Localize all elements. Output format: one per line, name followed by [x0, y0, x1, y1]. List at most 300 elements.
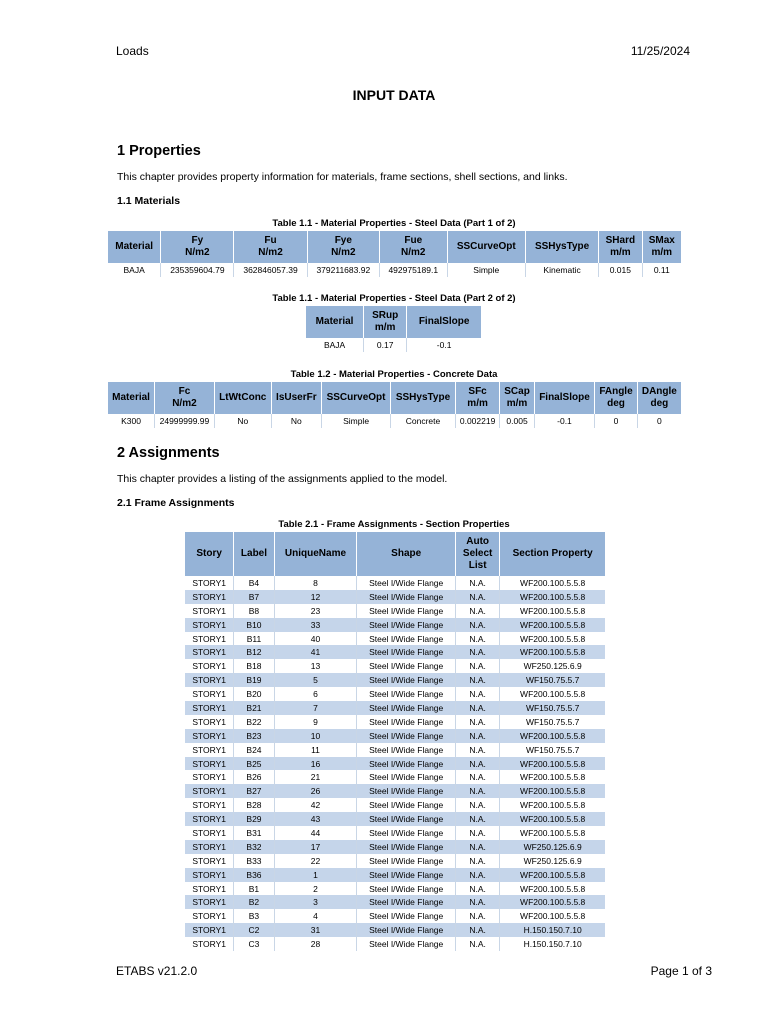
document-title: INPUT DATA [352, 87, 436, 103]
table-cell: 43 [274, 812, 357, 826]
table-cell: Steel I/Wide Flange [357, 840, 456, 854]
table-cell: BAJA [306, 338, 364, 352]
table-cell: WF200.100.5.5.8 [520, 577, 586, 588]
column-header-label: IsUserFr [276, 392, 317, 403]
table-cell: 31 [274, 923, 357, 937]
table-cell: Steel I/Wide Flange [357, 729, 456, 743]
table-cell: N.A. [456, 673, 500, 687]
column-header-label: Fu [264, 235, 277, 246]
table-cell: Steel I/Wide Flange [357, 882, 456, 896]
table-cell: 44 [274, 826, 357, 840]
table-cell: N.A. [456, 757, 500, 771]
footer-software-version: ETABS v21.2.0 [116, 964, 198, 978]
table-row [185, 770, 605, 784]
table-cell: Steel I/Wide Flange [357, 784, 456, 798]
table-cell: WF200.100.5.5.8 [520, 689, 586, 700]
table-cell: B33 [234, 854, 274, 868]
table-cell: B19 [234, 673, 274, 687]
table-cell: Steel I/Wide Flange [357, 673, 456, 687]
table-cell: N.A. [456, 937, 500, 951]
column-header [500, 382, 534, 414]
table-cell: WF250.125.6.9 [523, 661, 582, 672]
table-cell: WF200.100.5.5.8 [520, 772, 586, 783]
table-row [185, 590, 605, 604]
table-cell: STORY1 [185, 812, 234, 826]
table-row [185, 937, 605, 951]
column-header-label: UniqueName [284, 548, 347, 559]
table-cell: BAJA [108, 263, 161, 277]
column-header [185, 532, 234, 576]
column-header-unit: Select [462, 548, 493, 559]
column-header-label: Fc [178, 386, 191, 397]
table-cell: 4 [274, 909, 357, 923]
table-1-2-caption: Table 1.2 - Material Properties - Concrete Data [290, 369, 498, 380]
table-cell: 23 [274, 604, 357, 618]
table-cell: STORY1 [185, 937, 234, 951]
table-cell: 5 [274, 673, 357, 687]
table-cell: STORY1 [185, 895, 234, 909]
table-cell: B28 [234, 798, 274, 812]
column-header [456, 532, 500, 576]
column-header-label: SSCurveOpt [456, 241, 516, 252]
table-cell: B18 [234, 659, 274, 673]
table-cell: 235359604.79 [161, 263, 234, 277]
column-header-label: SSCurveOpt [326, 392, 386, 403]
table-cell: B24 [234, 743, 274, 757]
table-cell: 0.015 [599, 263, 642, 277]
table-cell: WF200.100.5.5.8 [520, 883, 586, 894]
table-cell: STORY1 [185, 618, 234, 632]
column-header [271, 382, 321, 414]
table-cell: B23 [234, 729, 274, 743]
column-header-unit: N/m2 [401, 247, 426, 258]
table-cell: 11 [274, 743, 357, 757]
table-cell: 0.005 [500, 414, 534, 428]
table-cell: WF200.100.5.5.8 [500, 784, 605, 798]
table-cell: B21 [234, 701, 274, 715]
table-row [185, 687, 605, 701]
table-cell: B12 [234, 645, 274, 659]
table-cell: STORY1 [185, 576, 234, 590]
table-cell: Simple [447, 263, 526, 277]
table-cell: 8 [274, 576, 357, 590]
table-cell: 492975189.1 [380, 263, 448, 277]
column-header [234, 231, 307, 263]
column-header [234, 532, 274, 576]
table-cell: 2 [274, 882, 357, 896]
table-cell: N.A. [456, 701, 500, 715]
table-cell: N.A. [456, 784, 500, 798]
table-cell: -0.1 [534, 414, 595, 428]
table-cell: Steel I/Wide Flange [357, 618, 456, 632]
table-cell: WF150.75.5.7 [500, 701, 605, 715]
column-header [321, 382, 390, 414]
table-cell: -0.1 [436, 340, 452, 350]
table-cell: 24999999.99 [155, 414, 215, 428]
table-cell: WF200.100.5.5.8 [500, 757, 605, 771]
table-row [185, 632, 605, 646]
table-cell: N.A. [456, 923, 500, 937]
material-concrete-table [108, 382, 681, 428]
column-header [161, 231, 234, 263]
table-cell: WF150.75.5.7 [525, 744, 580, 755]
table-1-1a-caption: Table 1.1 - Material Properties - Steel Data (Part 1 of 2) [272, 218, 516, 229]
table-cell: Steel I/Wide Flange [357, 923, 456, 937]
table-cell: Steel I/Wide Flange [357, 715, 456, 729]
table-cell: STORY1 [185, 784, 234, 798]
table-cell: STORY1 [185, 604, 234, 618]
table-cell: N.A. [456, 895, 500, 909]
column-header [108, 382, 155, 414]
table-cell: 10 [274, 729, 357, 743]
table-cell: N.A. [456, 645, 500, 659]
table-cell: STORY1 [185, 743, 234, 757]
table-cell: No [271, 414, 321, 428]
table-cell: 40 [274, 632, 357, 646]
table-cell: Steel I/Wide Flange [357, 743, 456, 757]
table-cell: STORY1 [185, 659, 234, 673]
table-cell: 17 [274, 840, 357, 854]
column-header [357, 532, 456, 576]
column-header-label: SSHysType [534, 241, 590, 252]
table-cell: N.A. [456, 812, 500, 826]
column-header-unit: deg [607, 398, 625, 409]
table-cell: N.A. [456, 854, 500, 868]
table-cell: N.A. [456, 632, 500, 646]
table-cell: STORY1 [185, 701, 234, 715]
table-cell: N.A. [456, 659, 500, 673]
table-cell: WF200.100.5.5.8 [520, 911, 586, 922]
table-cell: N.A. [456, 868, 500, 882]
table-cell: No [214, 414, 271, 428]
table-cell: Steel I/Wide Flange [357, 937, 456, 951]
table-cell: B31 [234, 826, 274, 840]
table-cell: STORY1 [185, 826, 234, 840]
table-cell: K300 [108, 414, 155, 428]
table-cell: 1 [274, 868, 357, 882]
table-cell: Steel I/Wide Flange [357, 632, 456, 646]
table-cell: Steel I/Wide Flange [357, 590, 456, 604]
column-header-unit: m/m [651, 247, 673, 258]
table-cell: WF200.100.5.5.8 [520, 633, 586, 644]
table-cell: N.A. [456, 882, 500, 896]
table-cell: Steel I/Wide Flange [357, 770, 456, 784]
table-cell: Steel I/Wide Flange [357, 854, 456, 868]
table-cell: H.150.150.7.10 [500, 923, 605, 937]
table-cell: STORY1 [185, 770, 234, 784]
table-row [185, 882, 605, 896]
table-cell: B4 [234, 576, 274, 590]
section-1-1-heading: 1.1 Materials [117, 195, 181, 207]
column-header-unit: N/m2 [258, 247, 283, 258]
table-row [185, 743, 605, 757]
table-cell: WF200.100.5.5.8 [500, 645, 605, 659]
table-cell: STORY1 [185, 687, 234, 701]
table-cell: 26 [274, 784, 357, 798]
table-cell: STORY1 [185, 632, 234, 646]
table-cell: 22 [274, 854, 357, 868]
section-2-1-heading: 2.1 Frame Assignments [117, 497, 235, 509]
column-header-label: Section Property [512, 548, 593, 559]
table-cell: STORY1 [185, 715, 234, 729]
table-row [185, 701, 605, 715]
table-cell: C2 [234, 923, 274, 937]
table-row [185, 604, 605, 618]
table-cell: Steel I/Wide Flange [357, 576, 456, 590]
column-header-label: DAngle [641, 386, 677, 397]
table-row [185, 659, 605, 673]
table-cell: WF200.100.5.5.8 [500, 868, 605, 882]
section-2-intro: This chapter provides a listing of the assignments applied to the model. [117, 473, 448, 485]
table-cell: 0 [595, 414, 637, 428]
column-header [306, 306, 364, 338]
table-cell: WF250.125.6.9 [523, 855, 582, 866]
table-cell: STORY1 [185, 868, 234, 882]
column-header-label: SRup [372, 310, 399, 321]
column-header-label: SHard [605, 235, 636, 246]
table-row [185, 645, 605, 659]
column-header-unit: N/m2 [185, 247, 210, 258]
table-cell: WF200.100.5.5.8 [500, 618, 605, 632]
table-cell: N.A. [456, 604, 500, 618]
table-cell: Steel I/Wide Flange [357, 687, 456, 701]
column-header [108, 231, 161, 263]
table-cell: C3 [234, 937, 274, 951]
column-header [391, 382, 456, 414]
column-header [526, 231, 599, 263]
column-header [407, 306, 481, 338]
table-cell: WF200.100.5.5.8 [520, 827, 586, 838]
table-cell: 33 [274, 618, 357, 632]
column-header-label: SMax [648, 235, 675, 246]
table-cell: 42 [274, 798, 357, 812]
table-row [185, 798, 605, 812]
table-cell: B2 [234, 895, 274, 909]
table-row [185, 576, 605, 590]
column-header-label: Material [112, 392, 150, 403]
table-cell: N.A. [456, 770, 500, 784]
table-cell: N.A. [456, 715, 500, 729]
page-header-date: 11/25/2024 [630, 44, 690, 58]
table-cell: WF200.100.5.5.8 [500, 895, 605, 909]
table-cell: WF150.75.5.7 [525, 716, 580, 727]
table-cell: N.A. [456, 798, 500, 812]
table-row [185, 840, 605, 854]
table-cell: STORY1 [185, 840, 234, 854]
table-cell: 0.002219 [455, 414, 500, 428]
table-cell: STORY1 [185, 923, 234, 937]
table-cell: Kinematic [526, 263, 599, 277]
column-header [595, 382, 637, 414]
column-header [534, 382, 595, 414]
table-cell: N.A. [456, 729, 500, 743]
table-cell: 0.11 [653, 265, 670, 275]
table-cell: B25 [234, 757, 274, 771]
column-header [380, 231, 448, 263]
column-header-label: Label [240, 548, 268, 559]
table-row [185, 895, 605, 909]
table-cell: N.A. [456, 826, 500, 840]
table-cell: STORY1 [185, 798, 234, 812]
column-header-label: FinalSlope [539, 392, 590, 403]
table-cell: 379211683.92 [307, 263, 379, 277]
column-header-label: Material [315, 316, 354, 327]
column-header [455, 382, 500, 414]
table-cell: WF200.100.5.5.8 [500, 812, 605, 826]
table-cell: Steel I/Wide Flange [357, 659, 456, 673]
table-cell: Steel I/Wide Flange [357, 645, 456, 659]
column-header [599, 231, 642, 263]
table-cell: Steel I/Wide Flange [357, 812, 456, 826]
material-steel-table-part2 [306, 306, 481, 352]
column-header-unit: m/m [506, 398, 528, 409]
table-cell: Steel I/Wide Flange [357, 757, 456, 771]
table-row [185, 868, 605, 882]
table-cell: 28 [274, 937, 357, 951]
table-row [108, 263, 681, 277]
table-cell: Steel I/Wide Flange [357, 868, 456, 882]
column-header-unit: m/m [610, 247, 631, 258]
column-header [214, 382, 271, 414]
table-row [185, 784, 605, 798]
table-cell: 362846057.39 [234, 263, 307, 277]
table-cell: 13 [274, 659, 357, 673]
table-cell: WF200.100.5.5.8 [520, 605, 586, 616]
table-cell: Steel I/Wide Flange [357, 909, 456, 923]
table-cell: STORY1 [185, 854, 234, 868]
section-2-heading: 2 Assignments [117, 445, 220, 461]
column-header-label: Story [196, 548, 222, 559]
table-cell: B1 [234, 882, 274, 896]
column-header [500, 532, 605, 576]
table-row [185, 673, 605, 687]
column-header-label: Fye [334, 235, 352, 246]
column-header-unit: N/m2 [331, 247, 356, 258]
table-cell: 21 [274, 770, 357, 784]
column-header-label: SSHysType [395, 392, 451, 403]
table-cell: 0 [656, 416, 662, 426]
column-header-label: Shape [391, 548, 422, 559]
table-cell: 3 [274, 895, 357, 909]
table-cell: STORY1 [185, 909, 234, 923]
table-cell: B20 [234, 687, 274, 701]
table-cell: WF200.100.5.5.8 [500, 590, 605, 604]
table-cell: B7 [234, 590, 274, 604]
column-header-label: SFc [468, 386, 487, 397]
table-cell: STORY1 [185, 645, 234, 659]
table-cell: WF150.75.5.7 [500, 673, 605, 687]
column-header-unit: m/m [467, 398, 488, 409]
table-row [185, 923, 605, 937]
column-header-label: Material [115, 241, 154, 252]
table-cell: B26 [234, 770, 274, 784]
table-cell: N.A. [456, 618, 500, 632]
table-row [185, 909, 605, 923]
column-header-label: Fy [191, 235, 204, 246]
table-cell: Concrete [391, 414, 456, 428]
table-cell: 12 [274, 590, 357, 604]
column-header-label: FinalSlope [418, 316, 470, 327]
column-header [364, 306, 407, 338]
column-header [274, 532, 357, 576]
column-header [155, 382, 215, 414]
table-row [185, 854, 605, 868]
table-row [306, 338, 481, 352]
table-cell: N.A. [456, 576, 500, 590]
column-header-label: Fue [404, 235, 423, 246]
column-header [307, 231, 379, 263]
section-1-intro: This chapter provides property information for materials, frame sections, shell sections, and links. [117, 171, 568, 183]
table-row [185, 715, 605, 729]
footer-page-number: Page 1 of 3 [650, 964, 712, 978]
table-cell: B11 [234, 632, 274, 646]
table-cell: Steel I/Wide Flange [357, 826, 456, 840]
material-steel-table-part1 [108, 231, 681, 277]
table-cell: N.A. [456, 909, 500, 923]
table-cell: STORY1 [185, 729, 234, 743]
table-cell: STORY1 [185, 673, 234, 687]
table-cell: B22 [234, 715, 274, 729]
table-row [108, 414, 681, 428]
section-1-heading: 1 Properties [117, 143, 201, 159]
table-cell: Steel I/Wide Flange [357, 798, 456, 812]
column-header-unit: N/m2 [172, 398, 197, 409]
table-cell: 41 [274, 645, 357, 659]
table-cell: N.A. [456, 743, 500, 757]
table-cell: H.150.150.7.10 [523, 939, 582, 950]
table-cell: N.A. [456, 687, 500, 701]
table-cell: STORY1 [185, 882, 234, 896]
table-cell: Steel I/Wide Flange [357, 895, 456, 909]
table-cell: Simple [321, 414, 390, 428]
table-row [185, 757, 605, 771]
table-cell: WF200.100.5.5.8 [500, 729, 605, 743]
table-cell: B32 [234, 840, 274, 854]
frame-assignments-table [185, 532, 605, 951]
column-header [642, 231, 681, 263]
table-cell: STORY1 [185, 590, 234, 604]
table-cell: Steel I/Wide Flange [357, 604, 456, 618]
table-cell: 7 [274, 701, 357, 715]
table-row [185, 826, 605, 840]
table-cell: B36 [234, 868, 274, 882]
table-cell: B3 [234, 909, 274, 923]
table-cell: Steel I/Wide Flange [357, 701, 456, 715]
column-header-unit: deg [650, 398, 669, 409]
column-header-unit: m/m [374, 322, 396, 333]
table-2-1-caption: Table 2.1 - Frame Assignments - Section Properties [278, 519, 510, 530]
page-header-left: Loads [116, 44, 149, 58]
table-row [185, 729, 605, 743]
table-cell: N.A. [456, 590, 500, 604]
column-header-label: FAngle [599, 386, 633, 397]
column-header-unit: List [468, 560, 487, 571]
table-cell: B8 [234, 604, 274, 618]
table-cell: 6 [274, 687, 357, 701]
table-cell: 9 [274, 715, 357, 729]
table-cell: B10 [234, 618, 274, 632]
column-header-label: LtWtConc [219, 392, 267, 403]
table-cell: N.A. [456, 840, 500, 854]
column-header-label: SCap [504, 386, 530, 397]
table-row [185, 618, 605, 632]
table-row [185, 812, 605, 826]
table-cell: STORY1 [185, 757, 234, 771]
table-cell: WF250.125.6.9 [500, 840, 605, 854]
column-header-label: Auto [466, 536, 490, 547]
column-header [637, 382, 681, 414]
table-cell: WF200.100.5.5.8 [520, 800, 586, 811]
